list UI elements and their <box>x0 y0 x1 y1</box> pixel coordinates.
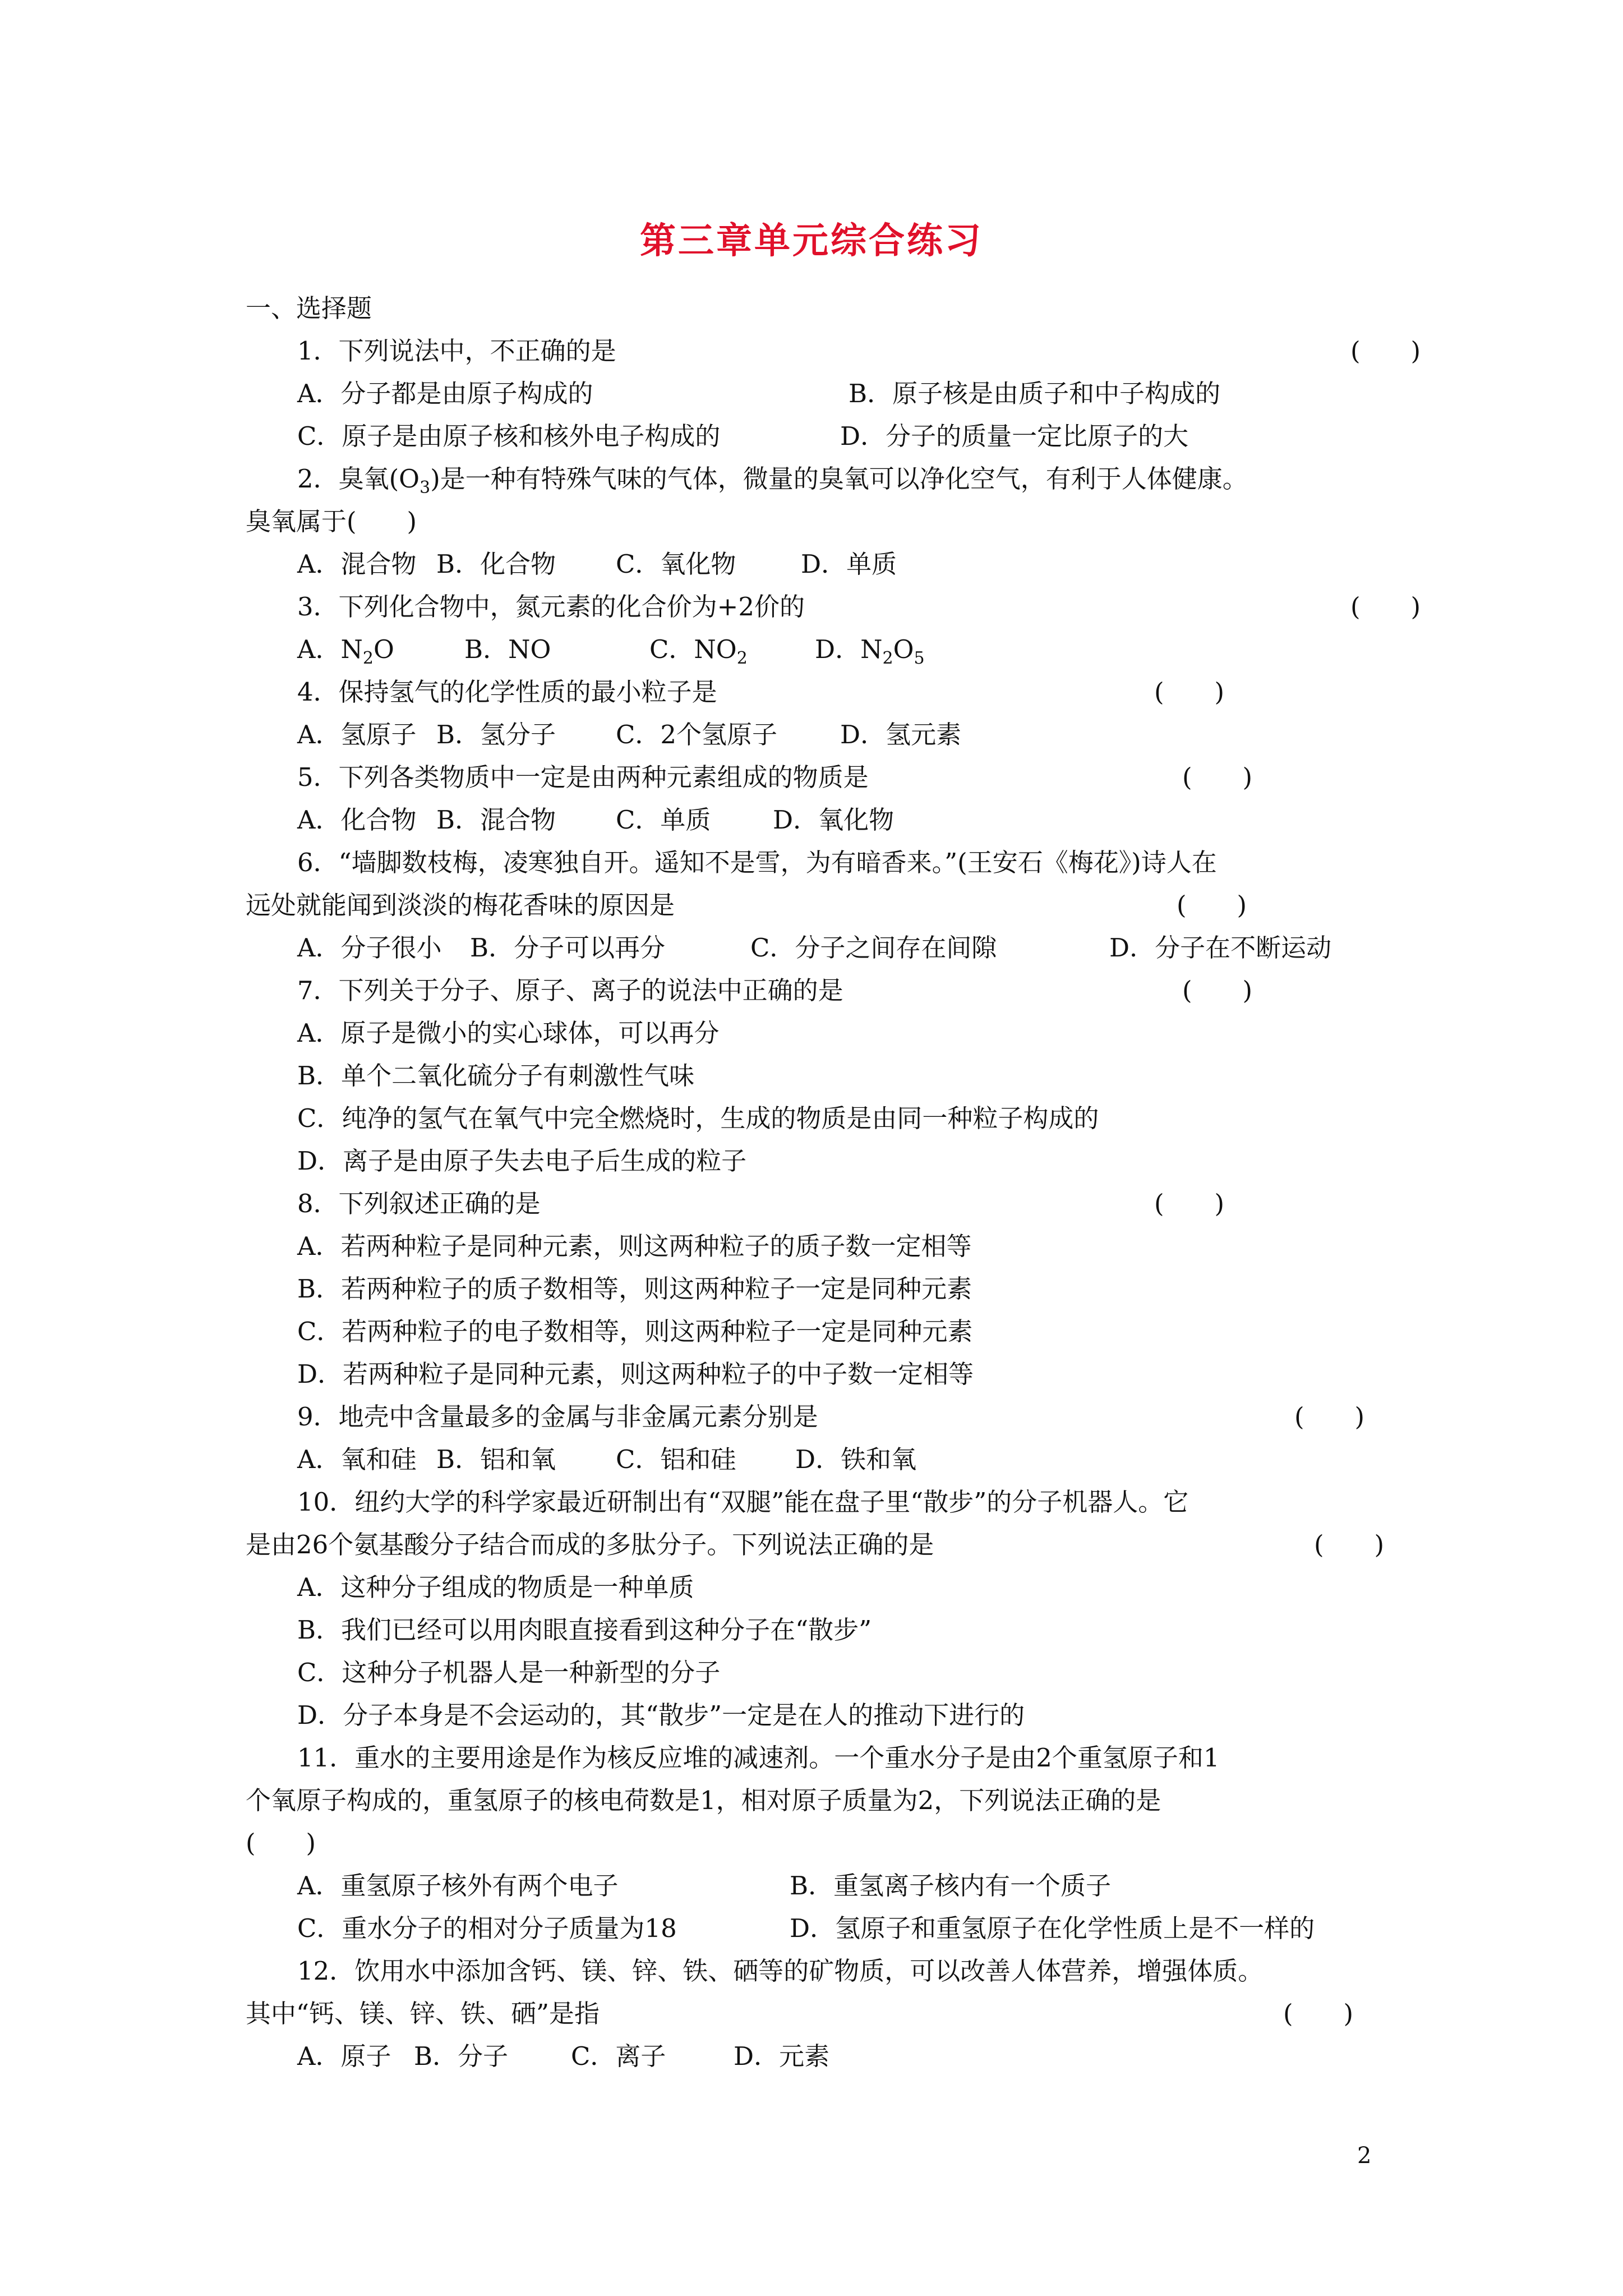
q6-option-a: A．分子很小 <box>297 933 442 963</box>
q7-option-b: B．单个二氧化硫分子有刺激性气味 <box>297 1061 695 1091</box>
q12-option-b: B．分子 <box>414 2041 509 2071</box>
q12-option-d: D．元素 <box>734 2041 830 2071</box>
q6-option-c: C．分子之间存在间隙 <box>750 933 997 963</box>
q3-options <box>246 628 1440 671</box>
q6-options <box>246 927 1440 969</box>
q7-option-a: A．原子是微小的实心球体，可以再分 <box>297 1018 720 1048</box>
q2-option-d: D．单质 <box>801 549 897 579</box>
q5-option-b: B．混合物 <box>436 805 556 835</box>
q2-options <box>246 543 1440 586</box>
question-list <box>246 287 1440 2078</box>
q2-option-c: C．氧化物 <box>616 549 736 579</box>
q3-option-a: A．$N_2O$ <box>297 634 394 668</box>
q8-option-d: D．若两种粒子是同种元素，则这两种粒子的中子数一定相等 <box>297 1359 974 1389</box>
q6-stem-cont: 远处就能闻到淡淡的梅花香味的原因是 ( ) <box>246 884 1440 927</box>
q11-option-d: D．氢原子和重氢原子在化学性质上是不一样的 <box>790 1913 1315 1943</box>
q7-option-d: D．离子是由原子失去电子后生成的粒子 <box>297 1146 747 1176</box>
q9-option-b: B．铝和氧 <box>436 1444 556 1474</box>
q4-option-c: C．2个氢原子 <box>616 720 778 749</box>
q3-option-d: D．$N_2O_5$ <box>815 634 925 668</box>
q10-stem-cont: 是由26个氨基酸分子结合而成的多肽分子。下列说法正确的是 ( ) <box>246 1524 1440 1566</box>
q11-options-ab <box>246 1865 1440 1907</box>
q3-stem: 3．下列化合物中，氮元素的化合价为+2价的 ( ) <box>246 586 1440 628</box>
q4-option-a: A．氢原子 <box>297 720 417 749</box>
q12-stem-cont: 其中“钙、镁、锌、铁、硒”是指 ( ) <box>246 1993 1440 2035</box>
answer-blank: ( ) <box>1314 1530 1385 1559</box>
answer-blank: ( ) <box>1182 762 1253 792</box>
q11-option-b: B．重氢离子核内有一个质子 <box>790 1871 1112 1901</box>
answer-blank: ( ) <box>1154 1189 1225 1218</box>
answer-blank: ( ) <box>1283 1999 1354 2028</box>
section-heading: 一、选择题 <box>246 293 372 323</box>
q10-option-d: D．分子本身是不会运动的，其“散步”一定是在人的推动下进行的 <box>297 1700 1025 1730</box>
q12-option-a: A．原子 <box>297 2041 391 2071</box>
q8-stem: 8．下列叙述正确的是 ( ) <box>246 1182 1440 1225</box>
q10-option-c: C．这种分子机器人是一种新型的分子 <box>297 1658 721 1687</box>
q8-option-a: A．若两种粒子是同种元素，则这两种粒子的质子数一定相等 <box>297 1231 972 1261</box>
q1-option-a: A．分子都是由原子构成的 <box>297 379 593 408</box>
q12-options <box>246 2035 1440 2078</box>
q2-stem-cont: 臭氧属于( ) <box>246 507 417 536</box>
answer-blank: ( ) <box>1350 336 1421 366</box>
q11-stem: 11．重水的主要用途是作为核反应堆的减速剂。一个重水分子是由2个重氢原子和1 <box>297 1743 1220 1773</box>
q7-option-c: C．纯净的氢气在氧气中完全燃烧时，生成的物质是由同一种粒子构成的 <box>297 1103 1099 1133</box>
q1-option-d: D．分子的质量一定比原子的大 <box>840 421 1189 451</box>
page-number: 2 <box>1357 2143 1372 2169</box>
q4-option-b: B．氢分子 <box>436 720 556 749</box>
q11-stem-cont: 个氧原子构成的，重氢原子的核电荷数是1，相对原子质量为2，下列说法正确的是 <box>246 1786 1161 1815</box>
q1-options-cd <box>246 415 1440 458</box>
q5-options <box>246 799 1440 841</box>
q3-option-c: C．$NO_2$ <box>649 634 748 668</box>
q6-stem: 6．“墙脚数枝梅，凌寒独自开。遥知不是雪，为有暗香来。”(王安石《梅花》)诗人在 <box>297 848 1217 877</box>
answer-blank: ( ) <box>1294 1402 1365 1432</box>
q8-option-c: C．若两种粒子的电子数相等，则这两种粒子一定是同种元素 <box>297 1317 973 1346</box>
q11-option-c: C．重水分子的相对分子质量为18 <box>297 1913 677 1943</box>
q5-option-d: D．氧化物 <box>773 805 895 835</box>
q5-stem: 5．下列各类物质中一定是由两种元素组成的物质是 ( ) <box>246 756 1440 799</box>
answer-blank: ( ) <box>1154 677 1225 707</box>
q4-option-d: D．氢元素 <box>840 720 962 749</box>
q9-option-d: D．铁和氧 <box>795 1444 917 1474</box>
q2-stem: 2．臭氧$(O_3)$是一种有特殊气味的气体，微量的臭氧可以净化空气，有利于人体健康。 <box>297 464 1248 498</box>
q3-option-b: B．NO <box>464 634 551 664</box>
q4-stem: 4．保持氢气的化学性质的最小粒子是 ( ) <box>246 671 1440 714</box>
q9-stem: 9．地壳中含量最多的金属与非金属元素分别是 ( ) <box>246 1396 1440 1438</box>
q2-option-b: B．化合物 <box>436 549 556 579</box>
q10-option-b: B．我们已经可以用肉眼直接看到这种分子在“散步” <box>297 1615 872 1645</box>
q1-option-b: B．原子核是由质子和中子构成的 <box>849 379 1221 408</box>
q10-stem: 10．纽约大学的科学家最近研制出有“双腿”能在盘子里“散步”的分子机器人。它 <box>297 1487 1189 1517</box>
q6-option-d: D．分子在不断运动 <box>1109 933 1332 963</box>
page-title: 第三章单元综合练习 <box>640 220 983 262</box>
q11-option-a: A．重氢原子核外有两个电子 <box>297 1871 619 1901</box>
answer-blank: ( ) <box>246 1828 316 1858</box>
q6-option-b: B．分子可以再分 <box>470 933 666 963</box>
q4-options <box>246 714 1440 756</box>
q1-options-ab <box>246 372 1440 415</box>
q11-options-cd <box>246 1907 1440 1950</box>
q10-option-a: A．这种分子组成的物质是一种单质 <box>297 1572 694 1602</box>
q2-option-a: A．混合物 <box>297 549 417 579</box>
q12-option-c: C．离子 <box>571 2041 666 2071</box>
q7-stem: 7．下列关于分子、原子、离子的说法中正确的是 ( ) <box>246 969 1440 1012</box>
q12-stem: 12．饮用水中添加含钙、镁、锌、铁、硒等的矿物质，可以改善人体营养，增强体质。 <box>297 1956 1264 1986</box>
q9-options <box>246 1438 1440 1481</box>
answer-blank: ( ) <box>1182 976 1253 1005</box>
q1-stem: 1．下列说法中，不正确的是 ( ) <box>246 330 1440 372</box>
q9-option-a: A．氧和硅 <box>297 1444 417 1474</box>
q1-option-c: C．原子是由原子核和核外电子构成的 <box>297 421 721 451</box>
q8-option-b: B．若两种粒子的质子数相等，则这两种粒子一定是同种元素 <box>297 1274 972 1304</box>
answer-blank: ( ) <box>1350 592 1421 622</box>
q5-option-c: C．单质 <box>616 805 711 835</box>
q9-option-c: C．铝和硅 <box>616 1444 736 1474</box>
q5-option-a: A．化合物 <box>297 805 417 835</box>
answer-blank: ( ) <box>1177 890 1247 920</box>
